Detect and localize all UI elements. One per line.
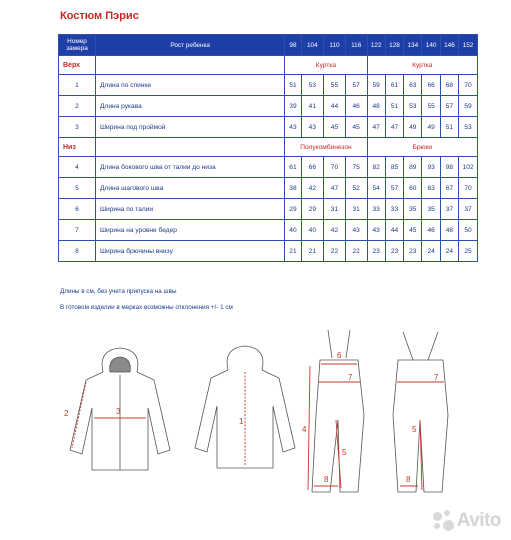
value-cell: 47 xyxy=(324,178,346,199)
measure-label: 3 xyxy=(116,407,121,416)
value-cell: 42 xyxy=(324,220,346,241)
value-cell: 54 xyxy=(367,178,385,199)
header-size: 140 xyxy=(422,35,440,56)
value-cell: 70 xyxy=(324,157,346,178)
section-name: Верх xyxy=(59,56,96,75)
measure-label: 5 xyxy=(412,425,417,434)
table-row xyxy=(59,117,478,138)
value-cell: 29 xyxy=(285,199,301,220)
value-cell: 70 xyxy=(459,178,478,199)
header-size: 98 xyxy=(285,35,301,56)
value-cell: 53 xyxy=(404,96,422,117)
measure-label: 6 xyxy=(337,351,342,360)
value-cell: 38 xyxy=(285,178,301,199)
value-cell: 40 xyxy=(285,220,301,241)
value-cell: 89 xyxy=(404,157,422,178)
value-cell: 43 xyxy=(301,117,324,138)
table-row xyxy=(59,75,478,96)
value-cell: 31 xyxy=(345,199,367,220)
value-cell: 51 xyxy=(285,75,301,96)
measure-label: 8 xyxy=(324,475,329,484)
measure-name: Длина бокового шва от талии до низа xyxy=(96,157,285,178)
value-cell: 57 xyxy=(440,96,458,117)
measure-name: Ширина брючины внизу xyxy=(96,241,285,262)
value-cell: 21 xyxy=(285,241,301,262)
measure-name: Длина по спинке xyxy=(96,75,285,96)
measure-label: 7 xyxy=(348,373,353,382)
value-cell: 75 xyxy=(345,157,367,178)
group-label-left: Куртка xyxy=(285,56,367,75)
value-cell: 42 xyxy=(301,178,324,199)
value-cell: 23 xyxy=(367,241,385,262)
measure-number: 2 xyxy=(59,96,96,117)
header-size: 134 xyxy=(404,35,422,56)
value-cell: 61 xyxy=(385,75,403,96)
value-cell: 43 xyxy=(285,117,301,138)
value-cell: 102 xyxy=(459,157,478,178)
value-cell: 66 xyxy=(422,75,440,96)
section-name: Низ xyxy=(59,138,96,157)
value-cell: 48 xyxy=(440,220,458,241)
value-cell: 53 xyxy=(459,117,478,138)
value-cell: 51 xyxy=(440,117,458,138)
value-cell: 45 xyxy=(324,117,346,138)
value-cell: 37 xyxy=(440,199,458,220)
measure-name: Ширина на уровне бедер xyxy=(96,220,285,241)
value-cell: 43 xyxy=(345,220,367,241)
value-cell: 44 xyxy=(324,96,346,117)
value-cell: 44 xyxy=(385,220,403,241)
table-row xyxy=(59,178,478,199)
value-cell: 55 xyxy=(422,96,440,117)
table-row xyxy=(59,220,478,241)
garment-diagrams xyxy=(58,320,478,535)
value-cell: 29 xyxy=(301,199,324,220)
value-cell: 67 xyxy=(440,178,458,199)
group-label-left: Полукомбинезон xyxy=(285,138,367,157)
value-cell: 55 xyxy=(324,75,346,96)
value-cell: 47 xyxy=(385,117,403,138)
value-cell: 51 xyxy=(385,96,403,117)
value-cell: 98 xyxy=(440,157,458,178)
value-cell: 48 xyxy=(367,96,385,117)
measure-label: 2 xyxy=(64,409,69,418)
measure-label: 8 xyxy=(406,475,411,484)
value-cell: 53 xyxy=(301,75,324,96)
header-size: 128 xyxy=(385,35,403,56)
measure-number: 1 xyxy=(59,75,96,96)
value-cell: 35 xyxy=(404,199,422,220)
table-header-row xyxy=(59,35,478,56)
size-chart-table xyxy=(58,34,478,262)
group-label-right: Брюки xyxy=(367,138,477,157)
value-cell: 33 xyxy=(385,199,403,220)
value-cell: 63 xyxy=(422,178,440,199)
value-cell: 93 xyxy=(422,157,440,178)
value-cell: 57 xyxy=(345,75,367,96)
measure-label: 7 xyxy=(434,373,439,382)
overalls-back-drawing xyxy=(393,332,448,492)
header-size: 116 xyxy=(345,35,367,56)
measure-name: Ширина под проймой xyxy=(96,117,285,138)
value-cell: 39 xyxy=(285,96,301,117)
header-child-height: Рост ребенка xyxy=(96,35,285,56)
measurement-lines xyxy=(72,364,444,490)
value-cell: 24 xyxy=(422,241,440,262)
value-cell: 31 xyxy=(324,199,346,220)
value-cell: 82 xyxy=(367,157,385,178)
measure-label: 1 xyxy=(239,417,244,426)
value-cell: 49 xyxy=(404,117,422,138)
value-cell: 59 xyxy=(367,75,385,96)
value-cell: 68 xyxy=(440,75,458,96)
header-size: 152 xyxy=(459,35,478,56)
header-measure-number: Номер замера xyxy=(59,35,96,56)
value-cell: 22 xyxy=(324,241,346,262)
measure-number: 5 xyxy=(59,178,96,199)
header-size: 146 xyxy=(440,35,458,56)
value-cell: 22 xyxy=(345,241,367,262)
table-row xyxy=(59,96,478,117)
measure-label: 5 xyxy=(342,448,347,457)
value-cell: 45 xyxy=(345,117,367,138)
value-cell: 59 xyxy=(459,96,478,117)
measure-label: 4 xyxy=(302,425,307,434)
page-title: Костюм Пэрис xyxy=(60,10,139,22)
value-cell: 23 xyxy=(404,241,422,262)
value-cell: 49 xyxy=(422,117,440,138)
value-cell: 23 xyxy=(385,241,403,262)
value-cell: 41 xyxy=(301,96,324,117)
note-tolerance: В готовом изделии в мерках возможны отклонения +/- 1 см xyxy=(60,304,233,311)
value-cell: 50 xyxy=(459,220,478,241)
measure-name: Ширина по талии xyxy=(96,199,285,220)
header-size: 104 xyxy=(301,35,324,56)
table-row xyxy=(59,157,478,178)
value-cell: 61 xyxy=(285,157,301,178)
value-cell: 46 xyxy=(422,220,440,241)
table-row xyxy=(59,241,478,262)
value-cell: 46 xyxy=(345,96,367,117)
value-cell: 45 xyxy=(404,220,422,241)
value-cell: 63 xyxy=(404,75,422,96)
value-cell: 33 xyxy=(367,199,385,220)
value-cell: 24 xyxy=(440,241,458,262)
section-row-bottom xyxy=(59,138,478,157)
measure-number: 3 xyxy=(59,117,96,138)
value-cell: 57 xyxy=(385,178,403,199)
avito-logo-icon xyxy=(432,510,454,532)
value-cell: 40 xyxy=(301,220,324,241)
value-cell: 85 xyxy=(385,157,403,178)
measure-number: 7 xyxy=(59,220,96,241)
value-cell: 37 xyxy=(459,199,478,220)
value-cell: 21 xyxy=(301,241,324,262)
header-size: 110 xyxy=(324,35,346,56)
measure-number: 4 xyxy=(59,157,96,178)
value-cell: 60 xyxy=(404,178,422,199)
value-cell: 43 xyxy=(367,220,385,241)
section-spacer xyxy=(96,56,285,75)
note-lengths: Длины в см, без учета припуска на швы xyxy=(60,288,177,295)
value-cell: 66 xyxy=(301,157,324,178)
value-cell: 52 xyxy=(345,178,367,199)
table-row xyxy=(59,199,478,220)
measure-name: Длина рукава xyxy=(96,96,285,117)
watermark xyxy=(432,510,501,532)
header-size: 122 xyxy=(367,35,385,56)
section-spacer xyxy=(96,138,285,157)
measure-name: Длина шагового шва xyxy=(96,178,285,199)
value-cell: 70 xyxy=(459,75,478,96)
section-row-top xyxy=(59,56,478,75)
measure-number: 6 xyxy=(59,199,96,220)
watermark-text: Avito xyxy=(456,510,501,531)
value-cell: 47 xyxy=(367,117,385,138)
value-cell: 35 xyxy=(422,199,440,220)
value-cell: 25 xyxy=(459,241,478,262)
measure-number: 8 xyxy=(59,241,96,262)
group-label-right: Куртка xyxy=(367,56,477,75)
